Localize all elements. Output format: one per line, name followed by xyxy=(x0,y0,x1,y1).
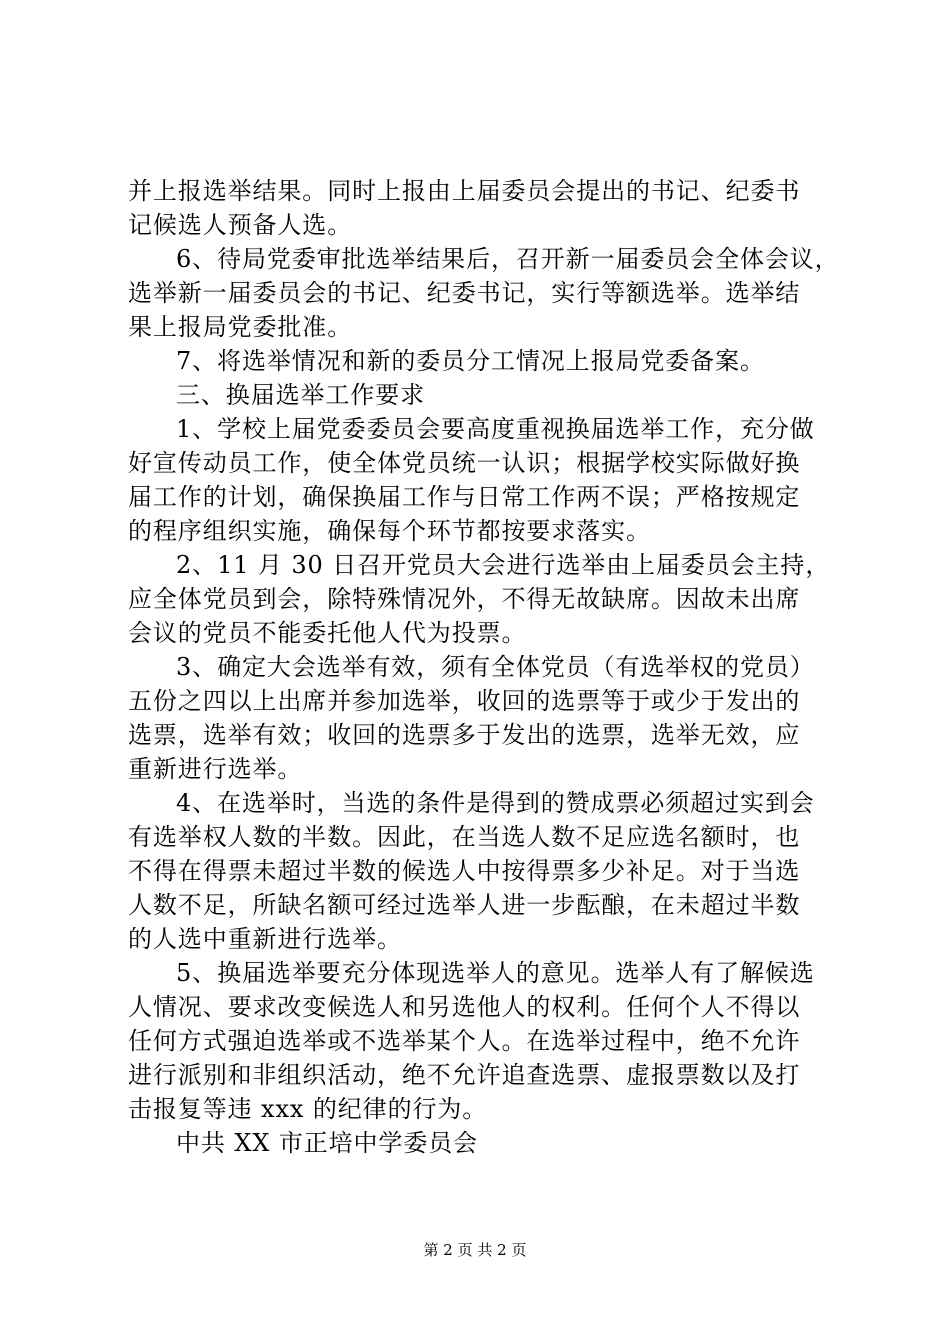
requirement-1-start: 1、学校上届党委委员会要高度重视换届选举工作，充分做 xyxy=(176,415,815,443)
text-line: 选举新一届委员会的书记、纪委书记，实行等额选举。选举结 xyxy=(128,279,801,307)
paragraph-7: 7、将选举情况和新的委员分工情况上报局党委备案。 xyxy=(176,347,765,375)
paragraph-6-start: 6、待局党委审批选举结果后，召开新一届委员会全体会议， xyxy=(176,245,840,273)
section-heading: 三、换届选举工作要求 xyxy=(176,381,425,409)
text-line: 好宣传动员工作，使全体党员统一认识；根据学校实际做好换 xyxy=(128,449,801,477)
text-line: 进行派别和非组织活动，绝不允许追查选票、虚报票数以及打 xyxy=(128,1061,801,1089)
text-line: 选票，选举有效；收回的选票多于发出的选票，选举无效，应 xyxy=(128,721,801,749)
text-line: 五份之四以上出席并参加选举，收回的选票等于或少于发出的 xyxy=(128,687,801,715)
text-line: 并上报选举结果。同时上报由上届委员会提出的书记、纪委书 xyxy=(128,177,801,205)
text-line: 届工作的计划，确保换届工作与日常工作两不误；严格按规定 xyxy=(128,483,801,511)
requirement-5-start: 5、换届选举要充分体现选举人的意见。选举人有了解候选 xyxy=(176,959,815,987)
page-number-footer: 第 2 页 共 2 页 xyxy=(423,1241,527,1259)
signature-line: 中共 XX 市正培中学委员会 xyxy=(176,1129,479,1157)
text-line: 不得在得票未超过半数的候选人中按得票多少补足。对于当选 xyxy=(128,857,801,885)
text-line: 果上报局党委批准。 xyxy=(128,313,353,341)
text-line: 人情况、要求改变候选人和另选他人的权利。任何个人不得以 xyxy=(128,993,801,1021)
text-line: 任何方式强迫选举或不选举某个人。在选举过程中，绝不允许 xyxy=(128,1027,801,1055)
text-line: 记候选人预备人选。 xyxy=(128,211,353,239)
text-line: 的程序组织实施，确保每个环节都按要求落实。 xyxy=(128,517,651,545)
text-line: 人数不足，所缺名额可经过选举人进一步酝酿，在未超过半数 xyxy=(128,891,801,919)
text-line: 有选举权人数的半数。因此，在当选人数不足应选名额时，也 xyxy=(128,823,801,851)
text-line: 的人选中重新进行选举。 xyxy=(128,925,402,953)
text-line: 会议的党员不能委托他人代为投票。 xyxy=(128,619,527,647)
text-line: 重新进行选举。 xyxy=(128,755,303,783)
text-line: 应全体党员到会，除特殊情况外，不得无故缺席。因故未出席 xyxy=(128,585,801,613)
document-body xyxy=(128,174,838,1160)
requirement-3-start: 3、确定大会选举有效，须有全体党员（有选举权的党员） xyxy=(176,653,815,681)
requirement-4-start: 4、在选举时，当选的条件是得到的赞成票必须超过实到会 xyxy=(176,789,815,817)
requirement-2-start: 2、11 月 30 日召开党员大会进行选举由上届委员会主持， xyxy=(176,551,831,579)
text-line: 击报复等违 xxx 的纪律的行为。 xyxy=(128,1095,488,1123)
